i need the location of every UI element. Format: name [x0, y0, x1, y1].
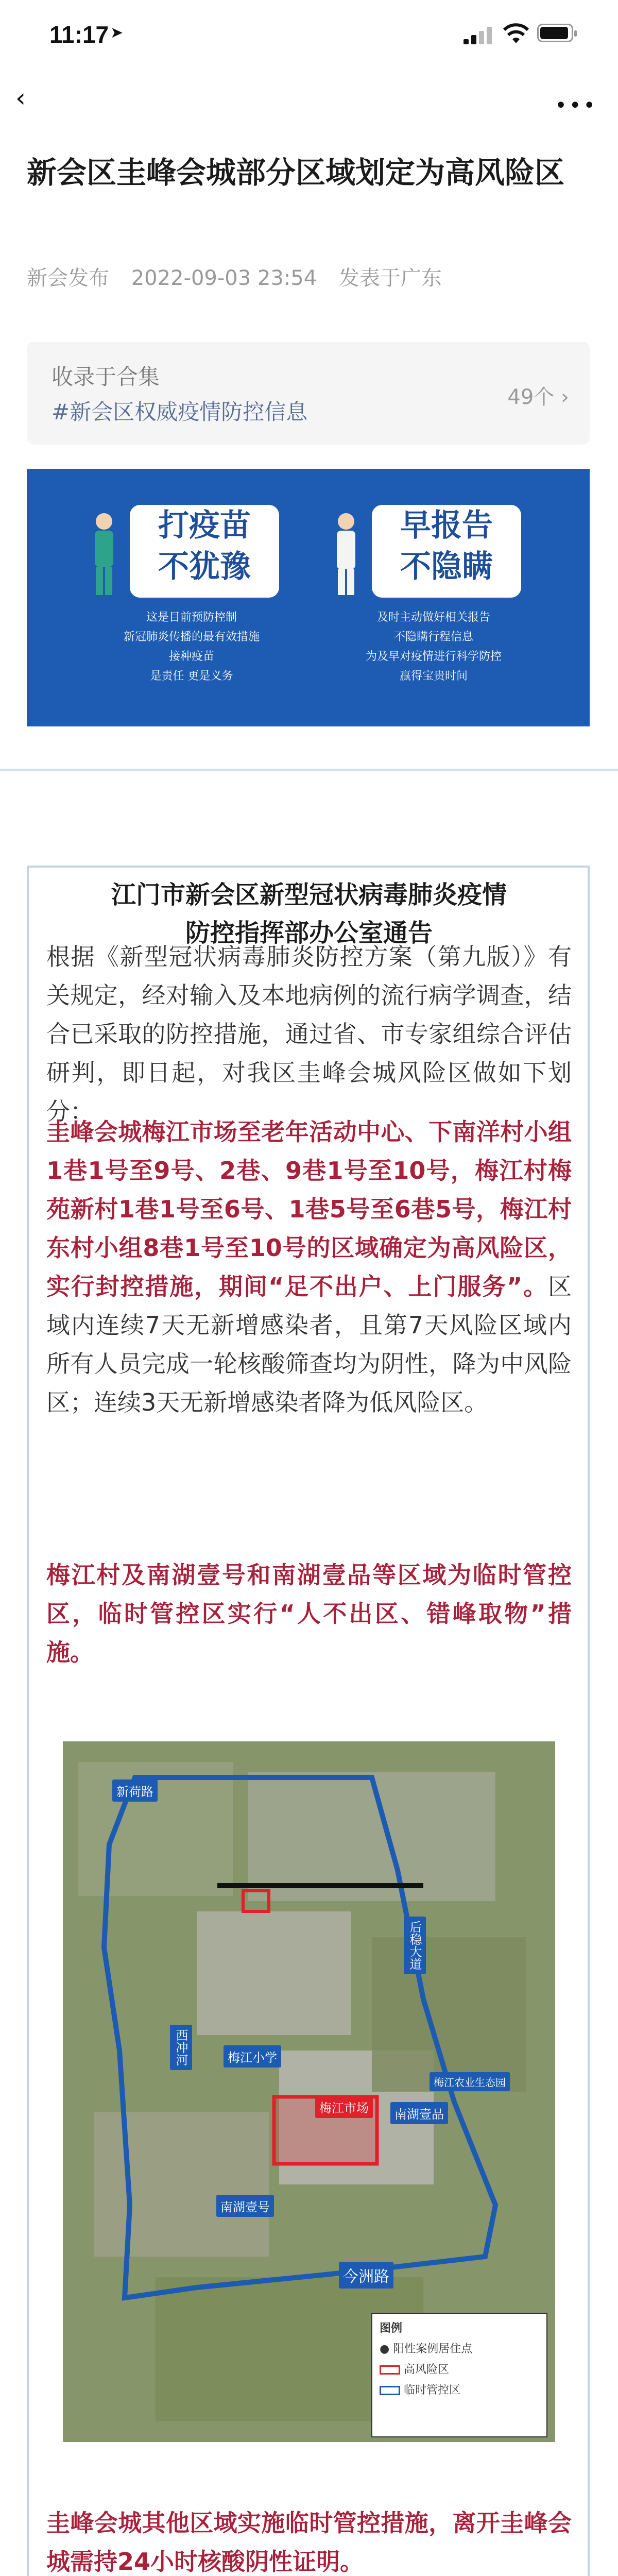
banner-title-line: 不隐瞒: [400, 550, 493, 584]
doctor-figure-icon: [83, 510, 125, 598]
article-source[interactable]: 新会发布: [27, 266, 109, 290]
banner-sub-line: 是责任 更是义务: [150, 670, 233, 683]
map-label-place: 梅江农业生态园: [430, 2072, 510, 2091]
banner-sub-line: 不隐瞒行程信息: [393, 631, 473, 643]
legend-label: 阳性案例居住点: [393, 2343, 473, 2355]
map-label-road: 新荷路: [112, 1780, 158, 1802]
banner-card-report: [325, 505, 534, 701]
banner-sub-line: 为及早对疫情进行科学防控: [365, 650, 502, 663]
map-label-place: 南湖壹号: [216, 2195, 274, 2217]
cellular-signal-icon: [464, 26, 494, 44]
map-legend-item: [380, 2360, 544, 2380]
banner-title-box: [372, 505, 521, 598]
article-datetime: 2022-09-03 23:54: [131, 266, 317, 290]
map-label-place: 南湖壹品: [390, 2102, 448, 2124]
map-label-river: 西冲河: [170, 2025, 192, 2070]
banner-subtext: [83, 608, 300, 686]
article-location: 发表于广东: [338, 266, 442, 290]
status-bar: [0, 0, 618, 67]
map-legend-item: [380, 2380, 544, 2401]
banner-sub-line: 赢得宝贵时间: [399, 670, 468, 683]
map-legend-title: 图例: [380, 2322, 403, 2335]
banner-card-vaccine: [83, 505, 291, 701]
section-divider: [0, 769, 618, 771]
map-label-road: 今洲路: [339, 2262, 393, 2289]
album-count: 49个 ›: [507, 385, 569, 409]
legend-label: 临时管控区: [404, 2384, 461, 2397]
article-title: 新会区圭峰会城部分区域划定为高风险区: [27, 155, 565, 190]
notice-emphasis: 圭峰会城梅江市场至老年活动中心、下南洋村小组1巷1号至9号、2巷、9巷1号至10号，梅江村梅苑新村1巷1号至6号、1巷5号至6巷5号，梅江村东村小组8巷1号至10号的区域确定为高风险区，实行封控措施，期间“足不出户、上门服务”。: [46, 1118, 572, 1300]
notice-paragraph: 圭峰会城其他区域实施临时管控措施，离开圭峰会城需持24小时核酸阴性证明。: [46, 2509, 572, 2575]
notice-heading-line: 江门市新会区新型冠状病毒肺炎疫情: [111, 880, 507, 909]
status-time: 11:17: [49, 21, 109, 48]
more-options-icon[interactable]: •••: [555, 94, 597, 117]
promo-banner: [27, 469, 590, 726]
banner-sub-line: 接种疫苗: [168, 650, 214, 663]
nav-bar: [0, 67, 618, 129]
battery-icon: [537, 24, 573, 42]
banner-title-line: 打疫苗: [158, 509, 251, 543]
wifi-icon: [502, 23, 530, 44]
notice-paragraph: 梅江村及南湖壹号和南湖壹品等区域为临时管控区，临时管控区实行“人不出区、错峰取物”措施。: [46, 1561, 572, 1666]
banner-title-line: 早报告: [400, 509, 493, 543]
notice-paragraph: [46, 1113, 572, 1422]
banner-title-box: [130, 505, 279, 598]
banner-title-line: 不犹豫: [158, 550, 251, 584]
album-label: 收录于合集: [52, 364, 160, 389]
notice-heading-line: 防控指挥部办公室通告: [185, 919, 433, 947]
article-meta: [27, 262, 457, 291]
banner-sub-line: 新冠肺炎传播的最有效措施: [123, 631, 260, 643]
risk-zone-map: [63, 1741, 555, 2442]
banner-sub-line: 及时主动做好相关报告: [376, 611, 490, 624]
banner-sub-line: 这是目前预防控制: [146, 611, 237, 624]
album-card[interactable]: [27, 342, 590, 445]
notice-paragraph: 根据《新型冠状病毒肺炎防控方案（第九版）》有关规定，经对输入及本地病例的流行病学调查，结合已采取的防控措施，通过省、市专家组综合评估研判，即日起，对我区圭峰会城风险区做如下划分：: [46, 943, 572, 1125]
map-label-market: 梅江市场: [315, 2096, 373, 2118]
nurse-figure-icon: [325, 510, 367, 598]
banner-subtext: [325, 608, 542, 686]
notice-text: 区域内连续7天无新增感染者，且第7天风险区域内所有人员完成一轮核酸筛查均为阴性，降为中风险区；连续3天无新增感染者降为低风险区。: [46, 1273, 572, 1416]
album-tag[interactable]: #新会区权威疫情防控信息: [52, 399, 308, 425]
map-legend: [380, 2318, 544, 2401]
back-chevron-icon[interactable]: ‹: [15, 83, 26, 113]
map-label-place: 梅江小学: [224, 2045, 281, 2067]
legend-label: 高风险区: [404, 2363, 450, 2376]
location-arrow-icon: ➤: [110, 24, 124, 42]
map-label-road: 后稳大道: [404, 1917, 426, 1974]
map-legend-item: ● 阳性案例居住点: [380, 2343, 473, 2355]
